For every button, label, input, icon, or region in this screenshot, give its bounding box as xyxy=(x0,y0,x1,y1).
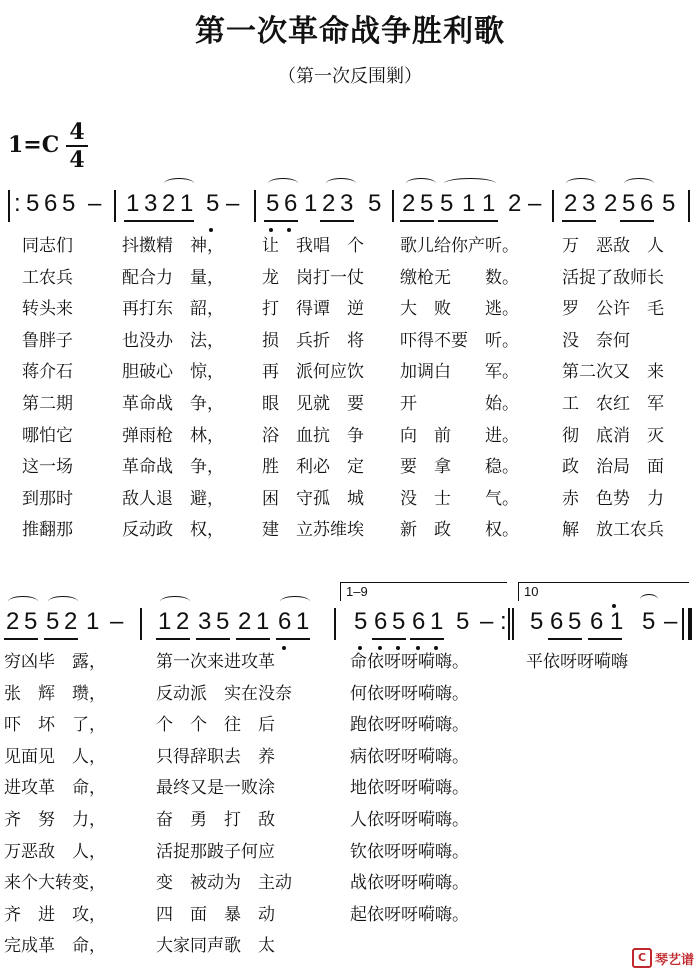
note-2: 2 xyxy=(508,190,522,217)
beam xyxy=(276,638,310,640)
note-5: 5 xyxy=(354,608,368,635)
beam xyxy=(320,220,354,222)
slur xyxy=(566,178,596,189)
note-5: 5 xyxy=(368,190,382,217)
notation-line-1 xyxy=(0,190,700,230)
lyric-cell: 向 前 进。 xyxy=(400,425,519,446)
note-1: 1 xyxy=(86,608,100,635)
barline xyxy=(512,608,514,640)
lyric-cell: 敌人退 避， xyxy=(122,488,224,509)
beam xyxy=(264,220,298,222)
low-octave-dot xyxy=(269,228,273,232)
barline xyxy=(140,608,142,640)
slur xyxy=(280,596,310,607)
note-6: 6 xyxy=(412,608,426,635)
low-octave-dot xyxy=(434,646,438,650)
repeat-end-dots: : xyxy=(500,608,507,635)
note-2: 2 xyxy=(238,608,252,635)
note-3: 3 xyxy=(582,190,596,217)
beam xyxy=(156,638,190,640)
note-5: 5 xyxy=(206,190,220,217)
beam xyxy=(44,638,78,640)
lyric-cell: 工 农红 军 xyxy=(562,394,664,414)
barline xyxy=(114,190,116,222)
note-dash: – xyxy=(664,608,678,635)
lyric-cell: 打 得谭 逆 xyxy=(262,299,364,320)
time-signature xyxy=(66,120,88,172)
lyric-cell: 最终又是一败涂 xyxy=(156,778,275,799)
lyric-cell: 平依呀呀嗬嗨 xyxy=(526,652,628,672)
lyric-cell: 开 始。 xyxy=(400,394,519,414)
lyric-cell: 地依呀呀嗬嗨。 xyxy=(350,778,469,799)
note-1: 1 xyxy=(296,608,310,635)
lyric-cell: 反动派 实在没奈 xyxy=(156,683,292,704)
slur xyxy=(326,178,356,189)
beam xyxy=(562,220,596,222)
note-5: 5 xyxy=(216,608,230,635)
lyric-cell: 困 守孤 城 xyxy=(262,488,364,509)
note-5: 5 xyxy=(62,190,76,217)
beam xyxy=(620,220,654,222)
note-5: 5 xyxy=(642,608,656,635)
note-6: 6 xyxy=(550,608,564,635)
lyric-cell: 没 奈何 xyxy=(562,330,630,351)
low-octave-dot xyxy=(209,228,213,232)
slur xyxy=(268,178,298,189)
key-signature: 1=C xyxy=(8,132,60,158)
note-1: 1 xyxy=(482,190,496,217)
lyric-cell: 浴 血抗 争 xyxy=(262,425,364,446)
lyric-cell: 让 我唱 个 xyxy=(262,236,364,256)
lyric-cell: 张 辉 瓒， xyxy=(4,683,106,704)
lyric-cell: 损 兵折 将 xyxy=(262,330,364,351)
slur xyxy=(8,596,38,607)
note-dash: – xyxy=(480,608,494,635)
lyric-cell: 哪怕它 xyxy=(22,425,73,446)
lyric-cell: 同志们 xyxy=(22,236,73,256)
lyric-cell: 到那时 xyxy=(22,488,73,509)
low-octave-dot xyxy=(378,646,382,650)
beam xyxy=(410,638,444,640)
lyric-cell: 胜 利必 定 xyxy=(262,457,364,478)
lyric-cell: 要 拿 稳。 xyxy=(400,457,519,478)
lyric-cell: 建 立苏维埃 xyxy=(262,520,364,541)
note-5: 5 xyxy=(568,608,582,635)
low-octave-dot xyxy=(287,228,291,232)
lyric-cell: 活捉那跛子何应 xyxy=(156,841,275,862)
volta-bracket-2 xyxy=(518,582,689,601)
final-barline-thick xyxy=(688,608,692,640)
lyric-cell: 只得辞职去 养 xyxy=(156,746,275,767)
beam xyxy=(400,220,434,222)
note-6: 6 xyxy=(44,190,58,217)
note-5: 5 xyxy=(440,190,454,217)
low-octave-dot xyxy=(282,646,286,650)
slur xyxy=(624,178,654,189)
final-barline-thin xyxy=(682,608,684,640)
note-2: 2 xyxy=(402,190,416,217)
lyric-cell: 龙 岗打一仗 xyxy=(262,267,364,288)
lyric-cell: 何依呀呀嗬嗨。 xyxy=(350,683,469,704)
lyric-cell: 吓得不要 听。 xyxy=(400,330,519,351)
lyric-cell: 没 士 气。 xyxy=(400,488,519,509)
note-5: 5 xyxy=(24,608,38,635)
beam xyxy=(548,638,582,640)
lyric-cell: 解 放工农兵 xyxy=(562,520,664,541)
lyric-cell: 这一场 xyxy=(22,457,73,478)
lyric-cell: 命依呀呀嗬嗨。 xyxy=(350,652,469,672)
lyric-cell: 鲁胖子 xyxy=(22,330,73,351)
site-logo xyxy=(632,948,694,968)
lyric-cell: 赤 色势 力 xyxy=(562,488,664,509)
lyric-cell: 弹雨枪 林， xyxy=(122,425,224,446)
note-5: 5 xyxy=(392,608,406,635)
note-2: 2 xyxy=(162,190,176,217)
note-dash: – xyxy=(226,190,240,217)
slur xyxy=(444,178,496,189)
lyric-cell: 齐 努 力， xyxy=(4,810,106,830)
note-3: 3 xyxy=(198,608,212,635)
lyric-cell: 反动政 权， xyxy=(122,520,224,541)
lyric-cell: 人依呀呀嗬嗨。 xyxy=(350,810,469,830)
note-1: 1 xyxy=(610,608,624,635)
song-subtitle: （第一次反围剿） xyxy=(278,66,422,87)
logo-text: 琴艺谱 xyxy=(654,952,694,968)
lyric-cell: 推翻那 xyxy=(22,520,73,541)
lyric-cell: 配合力 量， xyxy=(122,267,224,288)
note-dash: – xyxy=(88,190,102,217)
note-5: 5 xyxy=(622,190,636,217)
volta-label-1: 1–9 xyxy=(346,584,368,599)
lyric-cell: 加调白 军。 xyxy=(400,362,519,383)
lyric-cell: 万恶敌 人， xyxy=(4,841,106,862)
meter-bottom: 4 xyxy=(69,147,85,173)
lyric-cell: 眼 见就 要 xyxy=(262,394,364,414)
lyric-cell: 大家同声歌 太 xyxy=(156,936,275,957)
song-title: 第一次革命战争胜利歌 xyxy=(195,14,505,49)
lyric-cell: 跑依呀呀嗬嗨。 xyxy=(350,715,469,736)
beam xyxy=(588,638,622,640)
beam xyxy=(372,638,406,640)
note-5: 5 xyxy=(26,190,40,217)
note-2: 2 xyxy=(176,608,190,635)
lyric-cell: 政 治局 面 xyxy=(562,457,664,478)
beam xyxy=(438,220,498,222)
barline xyxy=(334,608,336,640)
lyric-cell: 万 恶敌 人 xyxy=(562,236,664,256)
lyric-cell: 第二次又 来 xyxy=(562,362,664,383)
lyric-cell: 吓 坏 了， xyxy=(4,715,106,736)
note-5: 5 xyxy=(46,608,60,635)
lyric-cell: 钦依呀呀嗬嗨。 xyxy=(350,841,469,862)
lyric-cell: 新 政 权。 xyxy=(400,520,519,541)
repeat-end-barline xyxy=(508,608,510,640)
barline xyxy=(392,190,394,222)
note-6: 6 xyxy=(278,608,292,635)
beam xyxy=(124,220,194,222)
lyric-cell: 罗 公许 毛 xyxy=(562,299,664,320)
lyric-cell: 工农兵 xyxy=(22,267,73,288)
note-5: 5 xyxy=(420,190,434,217)
note-5: 5 xyxy=(530,608,544,635)
low-octave-dot xyxy=(358,646,362,650)
lyric-cell: 也没办 法， xyxy=(122,330,224,351)
repeat-start-barline xyxy=(8,190,10,222)
beam xyxy=(236,638,270,640)
lyric-cell: 革命战 争， xyxy=(122,394,224,414)
lyric-cell: 病依呀呀嗬嗨。 xyxy=(350,746,469,767)
note-dash: – xyxy=(528,190,542,217)
lyric-cell: 四 面 暴 动 xyxy=(156,904,275,925)
low-octave-dot xyxy=(396,646,400,650)
lyric-cell: 进攻革 命， xyxy=(4,778,106,799)
note-3: 3 xyxy=(144,190,158,217)
lyric-cell: 穷凶毕 露， xyxy=(4,652,106,672)
lyric-cell: 第一次来进攻革 xyxy=(156,652,275,672)
lyric-cell: 战依呀呀嗬嗨。 xyxy=(350,873,469,894)
note-1: 1 xyxy=(180,190,194,217)
slur xyxy=(48,596,78,607)
slur xyxy=(406,178,436,189)
lyric-cell: 转头来 xyxy=(22,299,73,320)
note-2: 2 xyxy=(6,608,20,635)
note-1: 1 xyxy=(304,190,318,217)
lyric-cell: 彻 底消 灭 xyxy=(562,425,664,446)
note-2: 2 xyxy=(322,190,336,217)
logo-mark-icon: C xyxy=(632,948,652,968)
volta-label-2: 10 xyxy=(524,584,539,599)
lyric-cell: 再打东 韶， xyxy=(122,299,224,320)
barline xyxy=(688,190,690,222)
note-5: 5 xyxy=(266,190,280,217)
note-6: 6 xyxy=(374,608,388,635)
meter-top: 4 xyxy=(69,119,85,145)
note-2: 2 xyxy=(604,190,618,217)
lyric-cell: 个 个 往 后 xyxy=(156,715,275,736)
beam xyxy=(4,638,38,640)
lyric-cell: 再 派何应饮 xyxy=(262,362,364,383)
lyric-cell: 活捉了敌师长 xyxy=(562,267,664,288)
note-5: 5 xyxy=(662,190,676,217)
note-5: 5 xyxy=(456,608,470,635)
lyric-cell: 齐 进 攻， xyxy=(4,904,106,925)
note-3: 3 xyxy=(340,190,354,217)
lyric-cell: 起依呀呀嗬嗨。 xyxy=(350,904,469,925)
lyric-cell: 胆破心 惊， xyxy=(122,362,224,383)
note-1: 1 xyxy=(462,190,476,217)
lyric-cell: 大 败 逃。 xyxy=(400,299,519,320)
lyric-cell: 第二期 xyxy=(22,394,73,414)
notation-line-2 xyxy=(0,608,700,648)
note-1: 1 xyxy=(158,608,172,635)
note-repeat-dots: : xyxy=(14,190,21,217)
lyric-cell: 革命战 争， xyxy=(122,457,224,478)
lyric-cell: 见面见 人， xyxy=(4,746,106,767)
note-1: 1 xyxy=(256,608,270,635)
low-octave-dot xyxy=(416,646,420,650)
note-6: 6 xyxy=(284,190,298,217)
note-1: 1 xyxy=(126,190,140,217)
beam xyxy=(196,638,230,640)
note-1: 1 xyxy=(430,608,444,635)
lyric-cell: 缴枪无 数。 xyxy=(400,267,519,288)
lyric-cell: 变 被动为 主动 xyxy=(156,873,292,894)
note-6: 6 xyxy=(590,608,604,635)
lyric-cell: 来个大转变， xyxy=(4,873,106,894)
slur xyxy=(160,596,190,607)
note-dash: – xyxy=(110,608,124,635)
lyric-cell: 抖擞精 神， xyxy=(122,236,224,256)
note-6: 6 xyxy=(640,190,654,217)
note-2: 2 xyxy=(64,608,78,635)
lyric-cell: 歌儿给你产听。 xyxy=(400,236,519,256)
note-2: 2 xyxy=(564,190,578,217)
barline xyxy=(254,190,256,222)
barline xyxy=(552,190,554,222)
lyric-cell: 完成革 命， xyxy=(4,936,106,957)
lyric-cell: 蒋介石 xyxy=(22,362,73,383)
lyric-cell: 奋 勇 打 敌 xyxy=(156,810,275,830)
slur xyxy=(164,178,194,189)
